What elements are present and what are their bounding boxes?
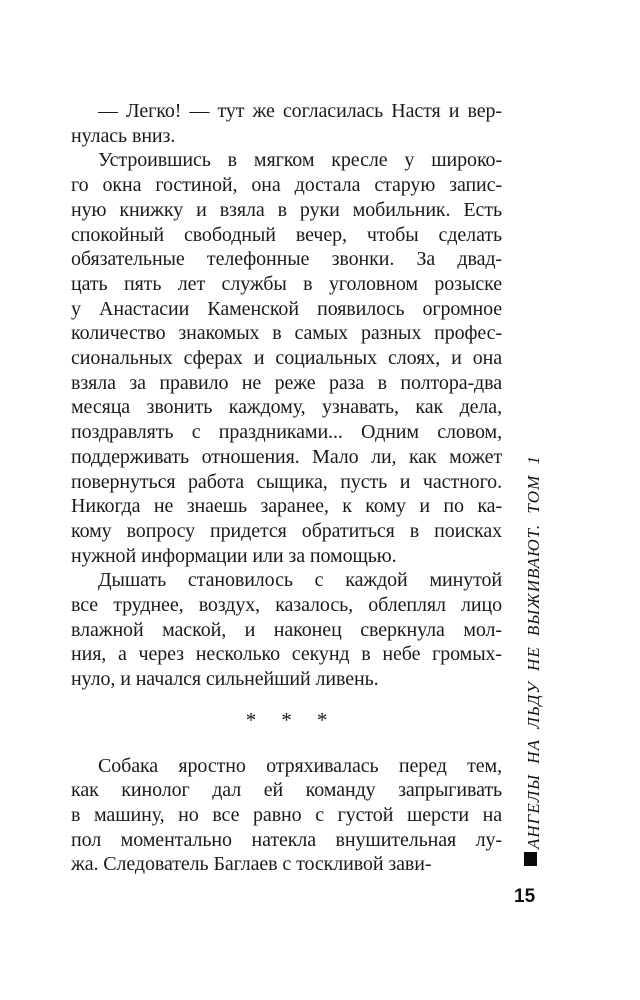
text-line: пол моментально натекла внушительная лу-: [71, 828, 502, 851]
text-line: Никогда не знаешь заранее, к кому и по ка-: [71, 495, 502, 518]
text-line: поддерживать отношения. Мало ли, как может: [71, 445, 502, 468]
text-line: месяца звонить каждому, узнавать, как дела,: [71, 396, 502, 419]
text-line: в машину, но все равно с густой шерсти на: [71, 803, 502, 826]
paragraph: [71, 148, 502, 568]
text-column: [71, 99, 502, 877]
section-separator: * * *: [245, 707, 328, 732]
text-line: повернуться работа сыщика, пусть и частного.: [71, 470, 502, 493]
text-line: влажной маской, и наконец сверкнула мол-: [71, 618, 502, 641]
text-line: обязательные телефонные звонки. За двад-: [71, 248, 502, 271]
text-line: как кинолог дал ей команду запрыгивать: [71, 779, 502, 802]
text-line: кому вопросу придется обратиться в поисках: [71, 519, 502, 542]
text-line: взяла за правило не реже раза в полтора-два: [71, 371, 502, 394]
black-square-icon: [524, 852, 537, 866]
paragraph: [71, 99, 502, 148]
text-line: спокойный свободный вечер, чтобы сделать: [71, 223, 502, 246]
text-line: — Легко! — тут же согласилась Настя и вер-: [98, 100, 502, 122]
text-line: нулась вниз.: [71, 124, 176, 147]
text-line: поздравлять с праздниками... Одним словом,: [71, 421, 502, 444]
text-line: количество знакомых в самых разных профес-: [71, 322, 502, 345]
text-line: го окна гостиной, она достала старую запис-: [71, 174, 502, 197]
page-number: 15: [514, 886, 536, 907]
paragraph: [71, 754, 502, 878]
text-line: жа. Следователь Баглаев с тоскливой зави-: [71, 853, 432, 876]
text-line: Дышать становилось с каждой минутой: [98, 569, 502, 592]
text-line: цать пять лет службы в уголовном розыске: [71, 272, 502, 295]
text-line: у Анастасии Каменской появилось огромное: [71, 297, 502, 320]
text-line: нужной информации или за помощью.: [71, 544, 397, 567]
text-line: Собака яростно отряхивалась перед тем,: [98, 754, 502, 777]
sidebar-running-title: АНГЕЛЫ НА ЛЬДУ НЕ ВЫЖИВАЮТ. ТОМ 1: [524, 455, 543, 849]
paragraph: [71, 568, 502, 692]
text-line: нуло, и начался сильнейший ливень.: [71, 668, 379, 691]
text-line: Устроившись в мягком кресле у широко-: [98, 149, 502, 172]
text-line: все труднее, воздух, казалось, облеплял лицо: [71, 594, 502, 617]
text-line: ния, а через несколько секунд в небе громых-: [71, 643, 502, 666]
text-line: сиональных сферах и социальных слоях, и она: [71, 347, 502, 370]
text-line: ную книжку и взяла в руки мобильник. Есть: [71, 198, 502, 221]
